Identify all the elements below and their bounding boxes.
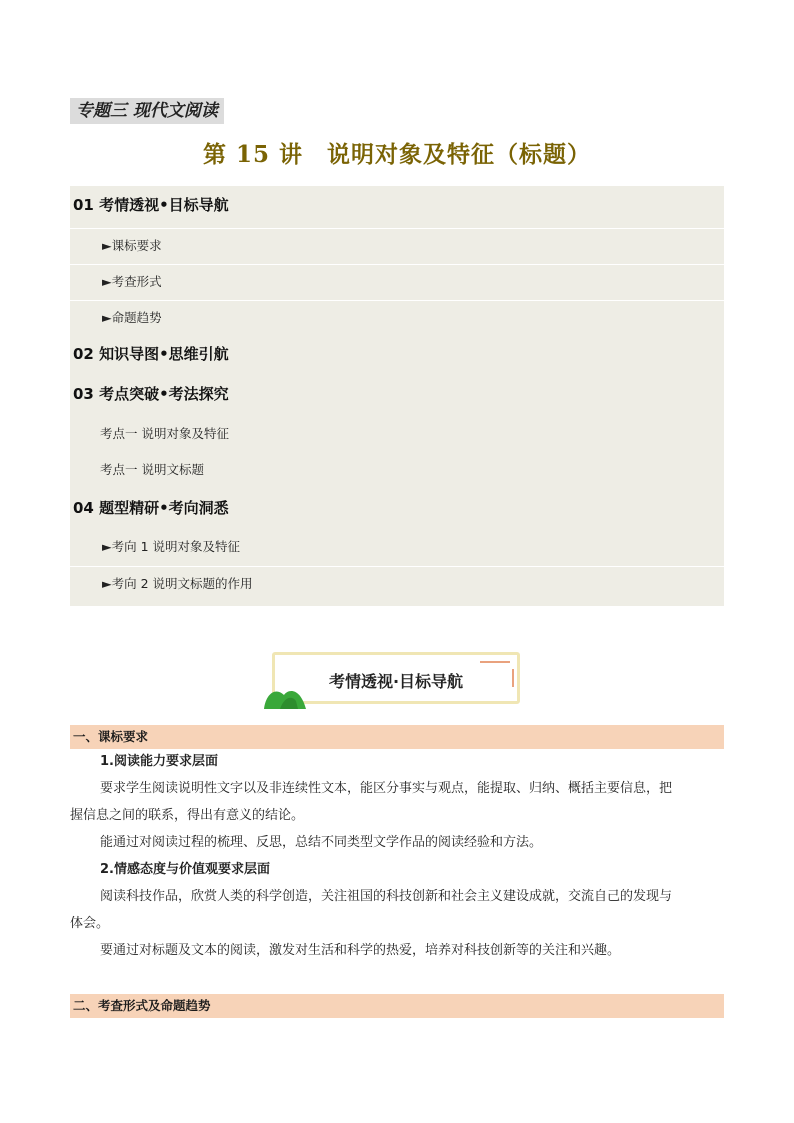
paragraph: 能通过对阅读过程的梳理、反思，总结不同类型文学作品的阅读经验和方法。 <box>100 835 543 850</box>
section-heading: 二、考查形式及命题趋势 <box>70 994 724 1018</box>
topic-label: 专题三 现代文阅读 <box>70 98 224 124</box>
toc-item[interactable]: ►考向 1 说明对象及特征 <box>102 539 241 554</box>
green-hills-icon <box>262 683 308 709</box>
sub-heading: 1.阅读能力要求层面 <box>100 754 218 769</box>
section-banner <box>272 652 520 704</box>
lecture-title: 第 15 讲 说明对象及特征（标题） <box>202 141 592 168</box>
table-of-contents <box>70 186 724 606</box>
paragraph: 要通过对标题及文本的阅读，激发对生活和科学的热爱，培养对科技创新等的关注和兴趣。 <box>100 943 621 958</box>
toc-item[interactable]: ►命题趋势 <box>70 300 724 337</box>
toc-item[interactable]: ►课标要求 <box>70 228 724 265</box>
toc-heading-1[interactable]: 01 考情透视•目标导航 <box>73 196 229 214</box>
banner-decoration-line <box>512 669 514 687</box>
paragraph-line: 体会。 <box>70 916 110 931</box>
toc-item[interactable]: ►考查形式 <box>70 264 724 301</box>
paragraph-line: 要求学生阅读说明性文字以及非连续性文本，能区分事实与观点，能提取、归纳、概括主要信息，把 <box>100 781 673 796</box>
paragraph-line: 阅读科技作品，欣赏人类的科学创造，关注祖国的科技创新和社会主义建设成就，交流自己的发现与 <box>100 889 673 904</box>
banner-title: 考情透视·目标导航 <box>328 672 464 691</box>
toc-item[interactable]: 考点一 说明对象及特征 <box>100 426 229 441</box>
toc-heading-3[interactable]: 03 考点突破•考法探究 <box>73 385 229 403</box>
toc-item[interactable]: 考点一 说明文标题 <box>100 462 204 477</box>
sub-heading: 2.情感态度与价值观要求层面 <box>100 862 270 877</box>
section-heading: 一、课标要求 <box>70 725 724 749</box>
toc-item[interactable]: ►考向 2 说明文标题的作用 <box>70 566 724 603</box>
banner-decoration-line <box>480 661 510 663</box>
paragraph-line: 握信息之间的联系，得出有意义的结论。 <box>70 808 305 823</box>
toc-heading-4[interactable]: 04 题型精研•考向洞悉 <box>73 499 229 517</box>
toc-heading-2[interactable]: 02 知识导图•思维引航 <box>73 345 229 363</box>
